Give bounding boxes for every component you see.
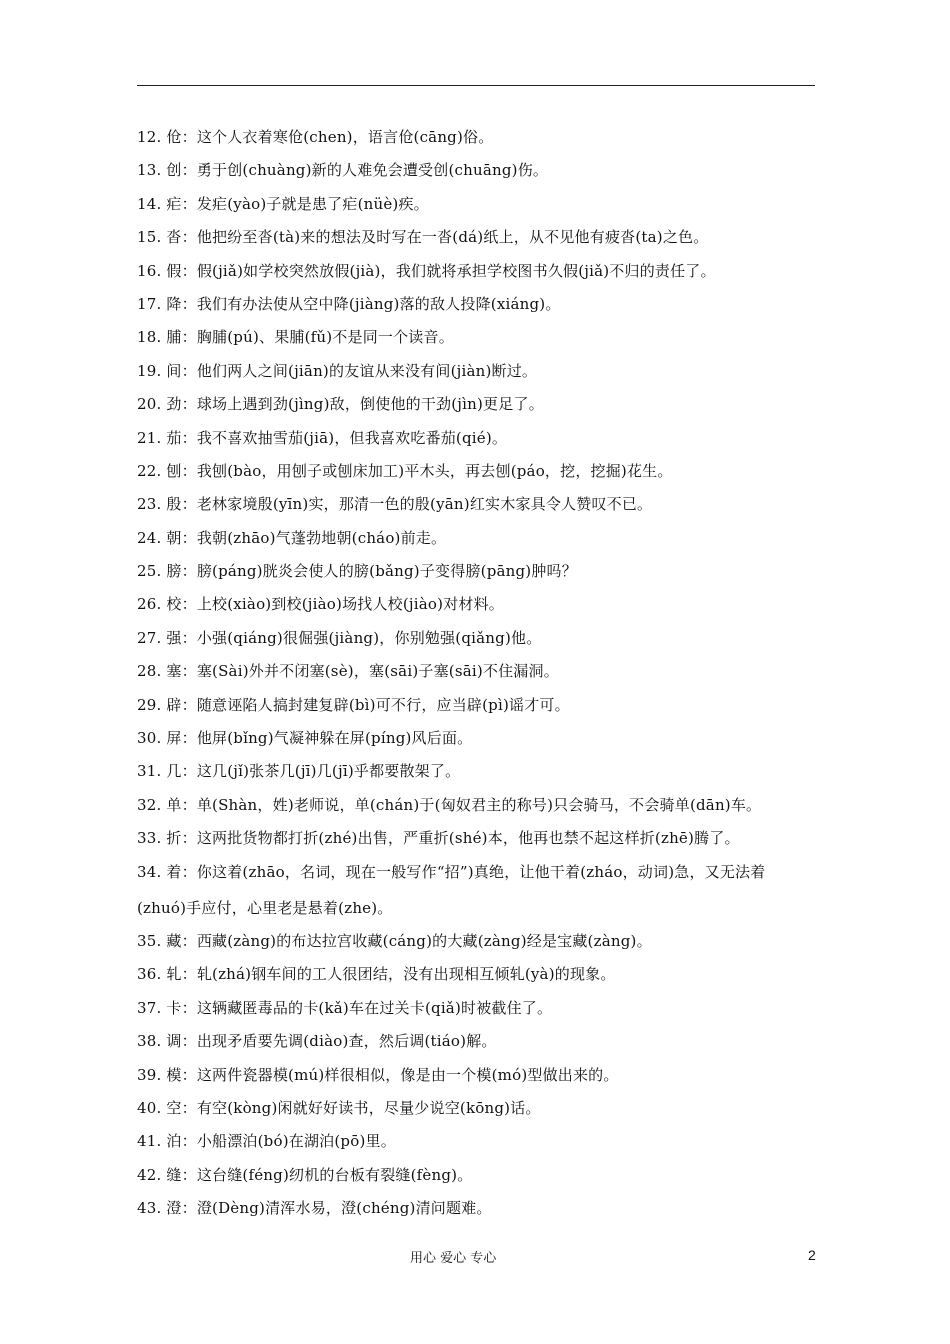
text-line: 21. 茄：我不喜欢抽雪茄(jiā)，但我喜欢吃番茄(qié)。 <box>137 428 508 447</box>
page-number: 2 <box>808 1247 816 1263</box>
text-line: 39. 模：这两件瓷器模(mú)样很相似，像是由一个模(mó)型做出来的。 <box>137 1065 619 1084</box>
text-line: 28. 塞：塞(Sài)外并不闭塞(sè)，塞(sāi)子塞(sāi)不住漏洞。 <box>137 662 559 681</box>
text-line: 12. 伧：这个人衣着寒伧(chen)，语言伧(cāng)俗。 <box>137 128 494 146</box>
text-line: 17. 降：我们有办法使从空中降(jiàng)落的敌人投降(xiáng)。 <box>137 294 561 313</box>
footer-text: 用心 爱心 专心 <box>410 1251 497 1266</box>
text-line: 42. 缝：这台缝(féng)纫机的台板有裂缝(fèng)。 <box>137 1165 473 1184</box>
text-line: 32. 单：单(Shàn，姓)老师说，单(chán)于(匈奴君主的称号)只会骑马，不会骑单(dān)车。 <box>137 795 762 814</box>
text-line: 36. 轧：轧(zhá)钢车间的工人很团结，没有出现相互倾轧(yà)的现象。 <box>137 965 616 984</box>
text-line: 34. 着：你这着(zhāo，名词，现在一般写作“招”)真绝，让他干着(zháo，动词)急，又无法着 <box>137 862 766 881</box>
text-line: 31. 几：这几(jǐ)张茶几(jī)几(jī)乎都要散架了。 <box>137 762 461 781</box>
page-footer <box>0 1247 950 1269</box>
text-line: 27. 强：小强(qiáng)很倔强(jiàng)，你别勉强(qiǎng)他。 <box>137 628 542 647</box>
text-line: 43. 澄：澄(Dèng)清浑水易，澄(chéng)清问题难。 <box>137 1199 492 1218</box>
text-line: 40. 空：有空(kòng)闲就好好读书，尽量少说空(kōng)话。 <box>137 1098 541 1117</box>
text-line: 37. 卡：这辆藏匿毒品的卡(kǎ)车在过关卡(qiǎ)时被截住了。 <box>137 998 553 1017</box>
text-line: 20. 劲：球场上遇到劲(jìng)敌，倒使他的干劲(jìn)更足了。 <box>137 395 544 414</box>
text-line: 14. 疟：发疟(yào)子就是患了疟(nüè)疾。 <box>137 194 429 213</box>
document-body <box>137 124 827 1229</box>
text-line: 33. 折：这两批货物都打折(zhé)出售，严重折(shé)本，他再也禁不起这样折(zhē)腾了。 <box>137 829 740 848</box>
text-line: 15. 沓：他把纷至沓(tà)来的想法及时写在一沓(dá)纸上，从不见他有疲沓(ta)之色。 <box>137 228 709 247</box>
text-line: 26. 校：上校(xiào)到校(jiào)场找人校(jiào)对材料。 <box>137 595 505 614</box>
text-line-continuation: (zhuó)手应付，心里老是悬着(zhe)。 <box>137 898 393 917</box>
text-line: 22. 刨：我刨(bào，用刨子或刨床加工)平木头，再去刨(páo，挖，挖掘)花生。 <box>137 461 673 480</box>
text-line: 16. 假：假(jiǎ)如学校突然放假(jià)，我们就将承担学校图书久假(jiǎ)不归的责任了。 <box>137 261 716 280</box>
text-line: 41. 泊：小船漂泊(bó)在湖泊(pō)里。 <box>137 1132 396 1151</box>
text-line: 38. 调：出现矛盾要先调(diào)查，然后调(tiáo)解。 <box>137 1032 497 1051</box>
text-line: 25. 膀：膀(páng)胱炎会使人的膀(bǎng)子变得膀(pāng)肿吗？ <box>137 562 577 581</box>
text-line: 29. 辟：随意诬陷人搞封建复辟(bì)可不行，应当辟(pì)谣才可。 <box>137 695 570 714</box>
text-line: 35. 藏：西藏(zàng)的布达拉宫收藏(cáng)的大藏(zàng)经是宝藏(zàng)。 <box>137 931 652 950</box>
header-rule <box>137 85 815 86</box>
text-line: 24. 朝：我朝(zhāo)气蓬勃地朝(cháo)前走。 <box>137 528 447 547</box>
text-line: 19. 间：他们两人之间(jiān)的友谊从来没有间(jiàn)断过。 <box>137 361 538 380</box>
text-line: 30. 屏：他屏(bǐng)气凝神躲在屏(píng)风后面。 <box>137 729 473 748</box>
text-line: 23. 殷：老林家境殷(yīn)实，那清一色的殷(yān)红实木家具令人赞叹不已。 <box>137 495 653 514</box>
text-line: 18. 脯：胸脯(pú)、果脯(fǔ)不是同一个读音。 <box>137 328 454 347</box>
text-line: 13. 创：勇于创(chuàng)新的人难免会遭受创(chuāng)伤。 <box>137 161 549 180</box>
